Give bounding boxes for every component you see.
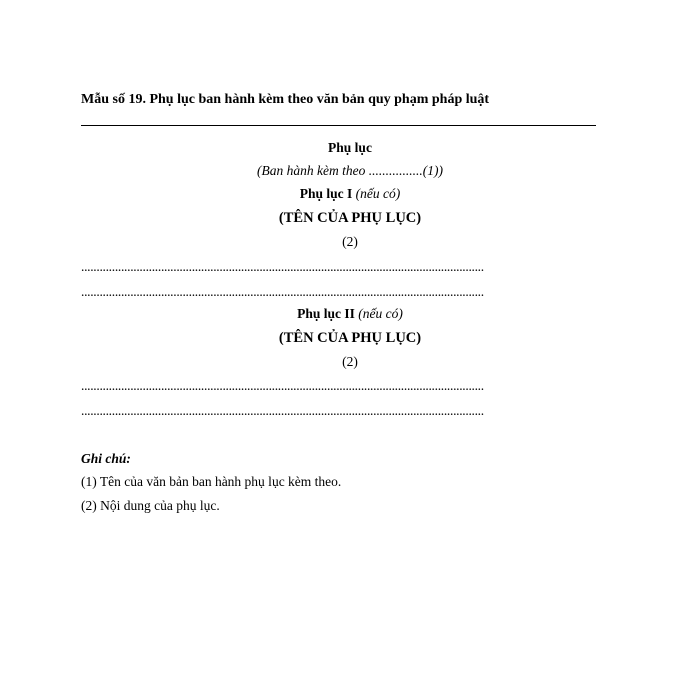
note-1: (1) Tên của văn bản ban hành phụ lục kèm theo. bbox=[81, 474, 342, 489]
document-title: Mẫu số 19. Phụ lục ban hành kèm theo văn bản quy phạm pháp luật bbox=[81, 92, 490, 107]
section-2-name: (TÊN CỦA PHỤ LỤC) bbox=[278, 330, 422, 346]
section-1-name: (TÊN CỦA PHỤ LỤC) bbox=[278, 210, 422, 226]
section-1-label bbox=[0, 186, 700, 202]
section-1-dot-line-1: ................................................................................................................................... bbox=[81, 259, 484, 274]
appendix-heading: Phụ lục bbox=[328, 140, 372, 155]
subheading-dots: ................ bbox=[368, 163, 423, 178]
section-2-title: Phụ lục II bbox=[297, 306, 355, 321]
title-underline bbox=[81, 125, 596, 126]
section-2-dot-line-1: ................................................................................................................................... bbox=[81, 378, 484, 393]
section-2-ref: (2) bbox=[342, 354, 358, 369]
section-1-dot-line-2: ................................................................................................................................... bbox=[81, 284, 484, 299]
note-2: (2) Nội dung của phụ lục. bbox=[81, 498, 220, 513]
section-1-optional: (nếu có) bbox=[355, 186, 401, 201]
section-2-dot-line-2: ................................................................................................................................... bbox=[81, 403, 484, 418]
appendix-subheading bbox=[0, 163, 700, 179]
notes-heading: Ghi chú: bbox=[81, 451, 131, 466]
section-1-title: Phụ lục I bbox=[299, 186, 353, 201]
section-2-optional: (nếu có) bbox=[358, 306, 403, 321]
subheading-suffix: (1)) bbox=[422, 163, 443, 178]
section-2-label bbox=[0, 306, 700, 322]
subheading-prefix: (Ban hành kèm theo bbox=[257, 163, 369, 178]
section-1-ref: (2) bbox=[342, 234, 358, 249]
